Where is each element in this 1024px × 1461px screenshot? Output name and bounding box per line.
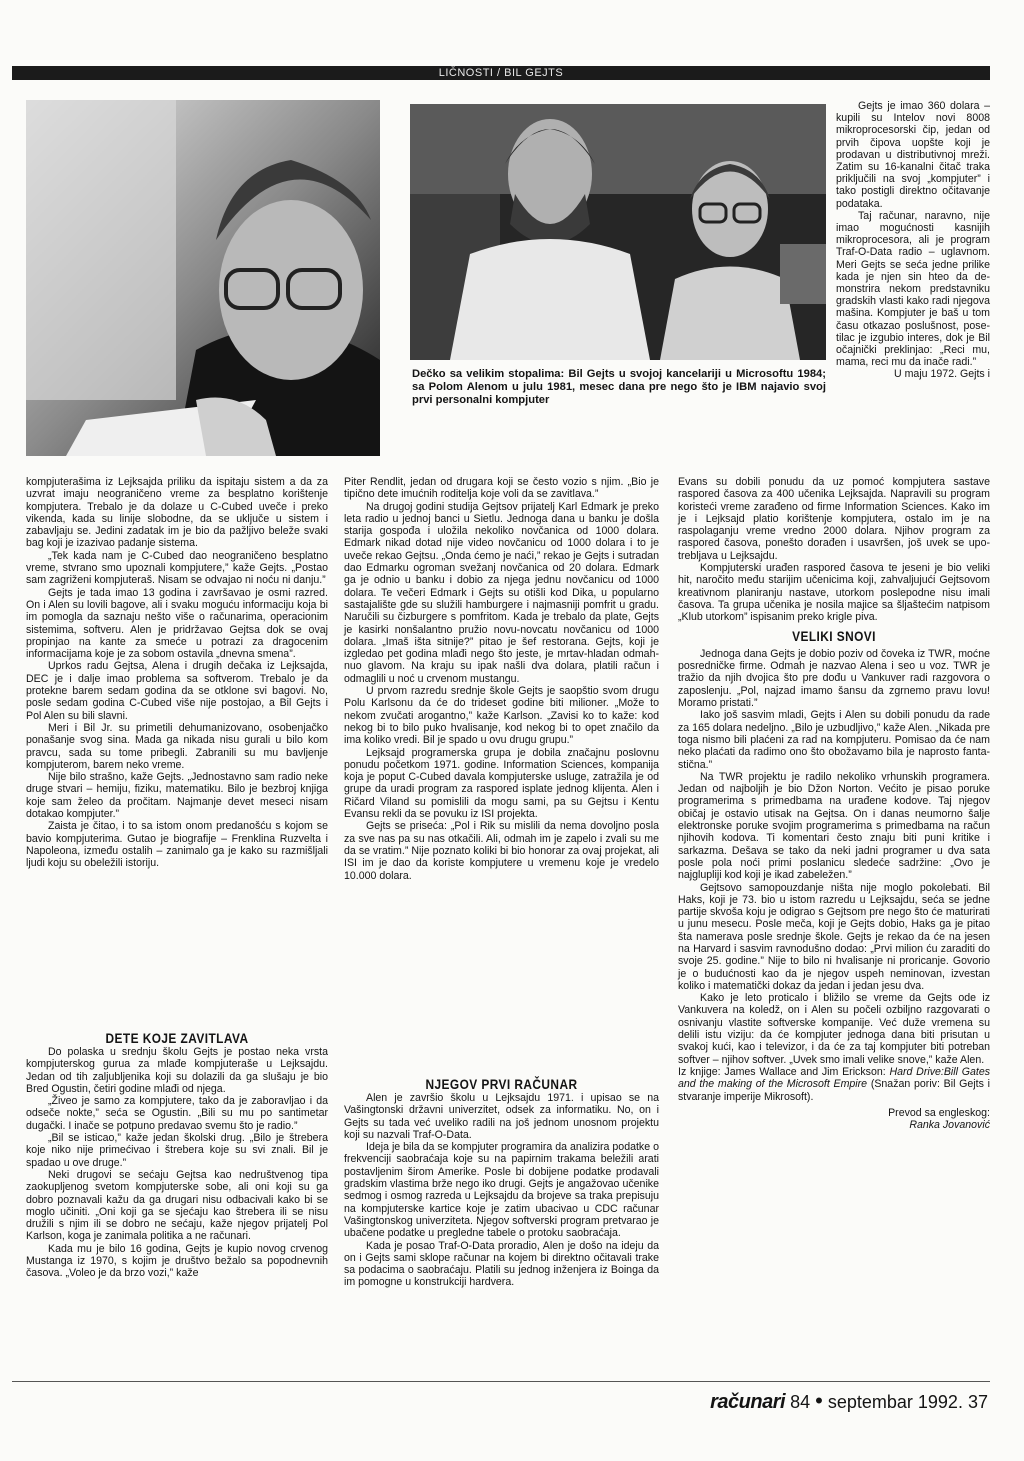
paragraph: Taj računar, naravno, nije imao mogućnosti kasnijih mikroprocesora, ali je program Traf-O-Data radio – uglavnom. Meri Gejts se seća jedne prilike kada je njen sin hteo da demonstrira nekom predstavniku gradskih vlasti kako radi njegova mašina. Kompjuter je baš u tom času otkazao poslušnost, posetilac je izgubio interes, dok je Bil očajnički preklinjao: „Reci mu, mama, reci mu da inače radi.” (836, 209, 990, 369)
magazine-logo: računari (710, 1391, 786, 1413)
translator-label: Prevod sa engleskog: (888, 1106, 990, 1119)
translator-name: Ranka Jovanović (909, 1119, 990, 1132)
paragraph: Gejtsovo samopouzdanje ništa nije moglo pokolebati. Bil Haks, koji je 73. bio u istom razredu u Lejksajdu, seća se jedne partije skvoša koju je odigrao s Gejtsom pre nego što će maturirati u junu mesecu. Posle meča, koji je Gejts dobio, Haks ga je pitao šta namerava posle srednje škole. Gejts je rekao da će na jesen na Harvard i sasvim ravnodušno dodao: „Prvi milion ću zaraditi do svoje 25. godine.” Nije to bilo ni hvalisanje ni proricanje. Govorio je o budućnosti kao da je njegov uspeh neminovan, izvestan koliko i matematički dokaz da jedan i jedan jesu dva. (678, 881, 990, 992)
paragraph: Alen je završio školu u Lejksajdu 1971. i upisao se na Vašingtonski državni univerzitet, odsek za informatiku. No, on i Gejts su tada već uveliko radili na još jednom unosnom projektu koji su nazvali Traf-O-Data. (344, 1092, 659, 1141)
photo-1-illustration (26, 100, 380, 456)
paragraph: Evans su dobili ponudu da uz pomoć kompjutera sastave raspored časova za 400 učenika Lejksajda. Napravili su program koristeći vreme zarađeno od firme Information Sciences. Kako im je i Lejksajd platio korištenje kompjutera, ostalo im je na raspolaganju vreme vredno 2000 dolara. Njihov program za raspored časova, ponešto dorađen i usavršen, još uvek se upotrebljava u Lejksajdu. (678, 476, 990, 562)
column-3 (678, 476, 990, 1132)
page-number: 37 (967, 1392, 988, 1412)
column-2-section-2 (344, 1092, 659, 1289)
paragraph: Do polaska u srednju školu Gejts je postao neka vrsta kompjuterskog gurua za mlađe kompjuteraše u Lejksajdu. Jedan od tih zaljubljenika koji su dolazili da ga slušaju je bio Bred Ogustin, četiri godine mlađi od njega. (26, 1046, 328, 1095)
column-1 (26, 476, 328, 870)
paragraph: Gejts je imao 360 dolara – kupili su Intelov novi 8008 mikroprocesorski čip, jedan od prvih čipova uopšte koji je prodavan u distributivnoj mreži. Zatim su 16-kanalni čitač traka priključili na svoj „kompjuter” i tako postigli direktno očitavanje podataka. (836, 100, 990, 210)
page-footer (710, 1388, 988, 1414)
translator-credit (678, 1107, 990, 1132)
subheading-dete-koje-zavitlava: DETE KOJE ZAVITLAVA (105, 1030, 249, 1046)
paragraph: U maju 1972. Gejts i (894, 368, 990, 381)
paragraph: Kompjuterski urađen raspored časova te jeseni je bio veliki hit, naročito među starijim učenicima koji, zahvaljujući Gejtsovom kreativnom planiranju nastave, utorkom poslepodne nisu imali časova. Ta grupa učenika je nosila majice sa šljaštećim natpisom „Klub utorkom” ispisanim preko krigle piva. (678, 562, 990, 624)
sidebar-column (836, 100, 990, 381)
paragraph: Meri i Bil Jr. su primetili dehumanizovano, osobenjačko ponašanje svog sina. Mada ga nikada nisu gurali u bilo kom pravcu, sada su tome pribegli. Zabranili su mu bavljenje kompjuterom, barem neko vreme. (26, 721, 328, 771)
photo-gates-and-allen (410, 104, 826, 360)
issue-number: 84 (790, 1392, 811, 1412)
photo-caption: Dečko sa velikim stopalima: Bil Gejts u svojoj kancelariji u Microsoftu 1984; sa Polom Alenom u julu 1981, mesec dana pre nego što je IBM najavio svoj prvi personalni kompjuter (412, 368, 826, 407)
paragraph: „Živeo je samo za kompjutere, tako da je zaboravljao i da odseče nokte,” seća se Ogustin. „Bili su mu po santimetar dugački. I inače se potpuno predavao svemu što je radio.” (26, 1095, 328, 1132)
issue-date: septembar 1992. (827, 1392, 963, 1412)
paragraph: Zaista je čitao, i to sa istom onom predanošću s kojom se bavio kompjuterima. Gutao je biografije – Frenklina Ruzvelta i Napoleona, između ostalih – zanimalo ga je kako su razmišljali ljudi koju su obeležili istoriju. (26, 820, 328, 870)
paragraph: Na drugoj godini studija Gejtsov prijatelj Karl Edmark je preko leta radio u jednoj banci u Sietlu. Jednoga dana u banku je došla starija gospođa i uložila nekoliko novčanica od 1000 dolara. Edmark nikad dotad nije video novčanicu od 1000 dolara i to je uveče rekao Gejtsu. „Onda ćemo je naći,” rekao je Gejts i sutradan dao Edmarku ogroman svežanj novčanica od 20 dolara. Edmark ga je odnio u banku i dobio za njega jednu novčanicu od 1000 dolara. Te večeri Edmark i Gejts su otišli kod Dika, u popularno sastajalište gde su služili hamburgere i najmasniji pomfrit u gradu. Naručili su čizburgere s pomfritom. Kada je trebalo da plate, Gejts je kasirki nonšalantno pružio novu-novcatu novčanicu od 1000 dolara. „Imaš išta sitnije?” pitao je šef restorana. Gejts, koji je izgledao pet godina mlađi nego što jeste, je mrtav-hladan odmahnuo glavom. Na kraju su ipak našli dva dolara, platili račun i odmaglili u noć u crvenom mustangu. (344, 500, 659, 685)
paragraph: Kada mu je bilo 16 godina, Gejts je kupio novog crvenog Mustanga iz 1970, s kojim je društvo bežalo sa popodnevnih časova. „Voleo je da brzo vozi,” kaže (26, 1242, 328, 1280)
credit-title: Hard Drive:Bill Gates and the making of the Microsoft Empire (678, 1065, 991, 1091)
subheading-veliki-snovi: VELIKI SNOVI (792, 627, 876, 644)
subheading-njegov-prvi-racunar: NJEGOV PRVI RAČUNAR (425, 1076, 578, 1092)
paragraph: Uprkos radu Gejtsa, Alena i drugih dečaka iz Lejksajda, DEC je i dalje imao problema sa softverom. Trebalo je da protekne barem sedam godina da se otklone svi bagovi. No, posle sedam godina C-Cubed više nije postojao, a Bil Gejts i Pol Alen su bili slavni. (26, 660, 328, 722)
paragraph: Ideja je bila da se kompjuter programira da analizira podatke o frekvenciji saobraćaja koje su na papirnim trakama beležili arati postavljenim širom Amerike. Posle bi dobijene podatke prodavali gradskim vlastima brže nego iko drugi. Gejts je angažovao učenike sedmog i osmog razreda u Lejksajdu da brojeve sa traka prepisuju na kompjuterske kartice koje je zatim ubacivao u CDC računar Vašingtonskog univerziteta. Njegov softverski program pretvarao je ubačene podatke u pregledne tabele o protoku saobraćaja. (344, 1141, 659, 1240)
paragraph: Gejts se priseća: „Pol i Rik su mislili da nema dovoljno posla za sve nas pa su nas otkačili. Ali, odmah im je zapelo i zvali su me da se vratim.” Nije poznato koliki bi bio honorar za ovaj projekat, ali ISI im je dao da koriste kompjutere u vremenu koje je vredelo 10.000 dolara. (344, 820, 659, 882)
credit-prefix: Iz knjige: James Wallace and Jim Erickson: (678, 1065, 890, 1078)
paragraph: Gejts je tada imao 13 godina i završavao je osmi razred. On i Alen su lovili bagove, ali i svaku moguću informaciju koja bi im pomogla da saznaju nešto više o računarima, operacionim sistemima, softveru. Alen je pridržavao Gejtsa dok se ovaj propinjao na kante za smeće u potrazi za dragocenim informacijama koje je za sobom ostavila „dnevna smena”. (26, 586, 328, 661)
paragraph: Lejksajd programerska grupa je dobila značajnu poslovnu ponudu početkom 1971. godine. Information Sciences, kompanija koja je poput C-Cubed davala kompjuterske usluge, zatražila je od grupe da uradi program za raspored isplate jednog klijenta. Alen i Ričard Viland su pomislili da mogu sami, pa su Gejtsu i Kentu Evansu rekli da se povuku iz ISI projekta. (344, 746, 659, 821)
paragraph: Neki drugovi se sećaju Gejtsa kao nedruštvenog tipa zaokupljenog svetom kompjuterske sobe, ali oni koji su ga dobro poznavali kažu da ga drugari nisu odbacivali kako bi se moglo učiniti. „Oni koji ga se sjećaju kao štrebera ili se nisu družili s njim ili se dobro ne sećaju, kaže njegov prijatelj Pol Karlson, koga je zanimala politika a ne računari. (26, 1168, 328, 1243)
paragraph: Iako još sasvim mladi, Gejts i Alen su dobili ponudu da rade za 165 dolara nedeljno. „Bilo je uzbudljivo,” kaže Alen. „Nikada pre toga nismo bili plaćeni za rad na kompjuteru. Pomisao da će nam neko plaćati da radimo ono što obožavamo bila je naprosto fantastična.” (678, 709, 990, 771)
paragraph: U prvom razredu srednje škole Gejts je saopštio svom drugu Polu Karlsonu da će do trideset godine biti milioner. „Može to nekom zvučati arogantno,” kaže Karlson. „Zavisi ko to kaže: kod nekog bi to bilo puko hvalisanje, kod nekog bi to opet značilo da ima koliko vredi. Bil je spado u ovu drugu grupu.” (344, 685, 659, 747)
column-2 (344, 476, 659, 882)
column-1-section-2 (26, 1046, 328, 1280)
photo-bill-gates-office (26, 100, 380, 456)
paragraph: Kada je posao Traf-O-Data proradio, Alen je došo na ideju da on i Gejts sami sklope računar na kojem bi direktno očitavali trake sa podacima o saobraćaju. Platili su jednog inženjera iz Boinga da im pomogne u konstrukciji hardvera. (344, 1239, 659, 1289)
paragraph: „Tek kada nam je C-Cubed dao neograničeno besplatno vreme, stvrano smo upoznali kompjutere,” kaže Gejts. „Postao sam zagriženi kompjuteraš. Nisam se odvajao ni noću ni danju.” (26, 549, 328, 587)
paragraph: Nije bilo strašno, kaže Gejts. „Jednostavno sam radio neke druge stvari – hemiju, fiziku, matematiku. Bilo je bezbroj knjiga koje sam želeo da pročitam. Najmanje devet meseci nisam dotakao kompjuter.” (26, 771, 328, 821)
paragraph: „Bil se isticao,” kaže jedan školski drug. „Bilo je štrebera koje niko nije primećivao i štrebera koje su svi znali. Bil je spadao u ove druge.” (26, 1132, 328, 1169)
paragraph: Jednoga dana Gejts je dobio poziv od čoveka iz TWR, moćne posredničke firme. Odmah je nazvao Alena i seo u voz. TWR je tražio da njih dvojica što pre dođu u Vankuver radi razgovora o zaposlenju. „Pol, najzad imamo šansu da zgrnemo pravu lovu! Moramo pristati.” (678, 647, 990, 710)
photo-2-illustration (410, 104, 826, 360)
separator-dot: • (815, 1388, 823, 1413)
paragraph: Kako je leto proticalo i bližilo se vreme da Gejts ode iz Vankuvera na koledž, on i Alen su počeli ozbiljno razgovarati o osnivanju vlastite softverske kompanije. Već duže vremena su delili istu viziju: da će kompjuter jednoga dana biti prisutan u svakoj kući, kao i televizor, i da će za taj kompjuter biti potreban softver – njihov softver. „Uvek smo imali velike snove,” kaže Alen. (678, 992, 990, 1066)
book-credit (678, 1066, 990, 1103)
paragraph: kompjuterašima iz Lejksajda priliku da ispitaju sistem a da za uzvrat imaju neograničeno vreme za besplatno korištenje kompjutera. Trebalo je da dolaze u C-Cubed uveče i preko vikenda, kada su linije slobodne, da se uključe u sistem i zabavljaju se. Jedini zadatak im je bio da pažljivo beleže svaki bag koji je izazivao padanje sistema. (26, 476, 328, 550)
section-header-bar (12, 66, 990, 80)
section-title: LIČNOSTI / BIL GEJTS (438, 67, 564, 79)
paragraph: Na TWR projektu je radilo nekoliko vrhunskih programera. Jedan od najboljih je bio Džon Norton. Većito je pisao poruke programerima s primedbama na urađene kodove. Taj njegov običaj je ostavio utisak na Gejtsa. On i danas neumorno šalje elektronske poruke svojim programerima s primedbama na račun njihovih kodova. Ti komentari često znaju biti puni kritike i sarkazma. Dešava se tako da neki jadni programer u dva sata posle pola noći primi poslanicu sledeće sadržine: „Ovo je najglupliji kod koji je ikad zabeležen.” (678, 770, 990, 882)
credit-suffix: (Snažan poriv: Bil Gejts i stvaranje imperije Mikrosoft). (678, 1078, 990, 1103)
paragraph: Piter Rendlit, jedan od drugara koji se često vozio s njim. „Bio je tipično dete imućnih roditelja koje voli da se zavitlava.” (344, 476, 659, 501)
footer-rule (12, 1381, 990, 1382)
